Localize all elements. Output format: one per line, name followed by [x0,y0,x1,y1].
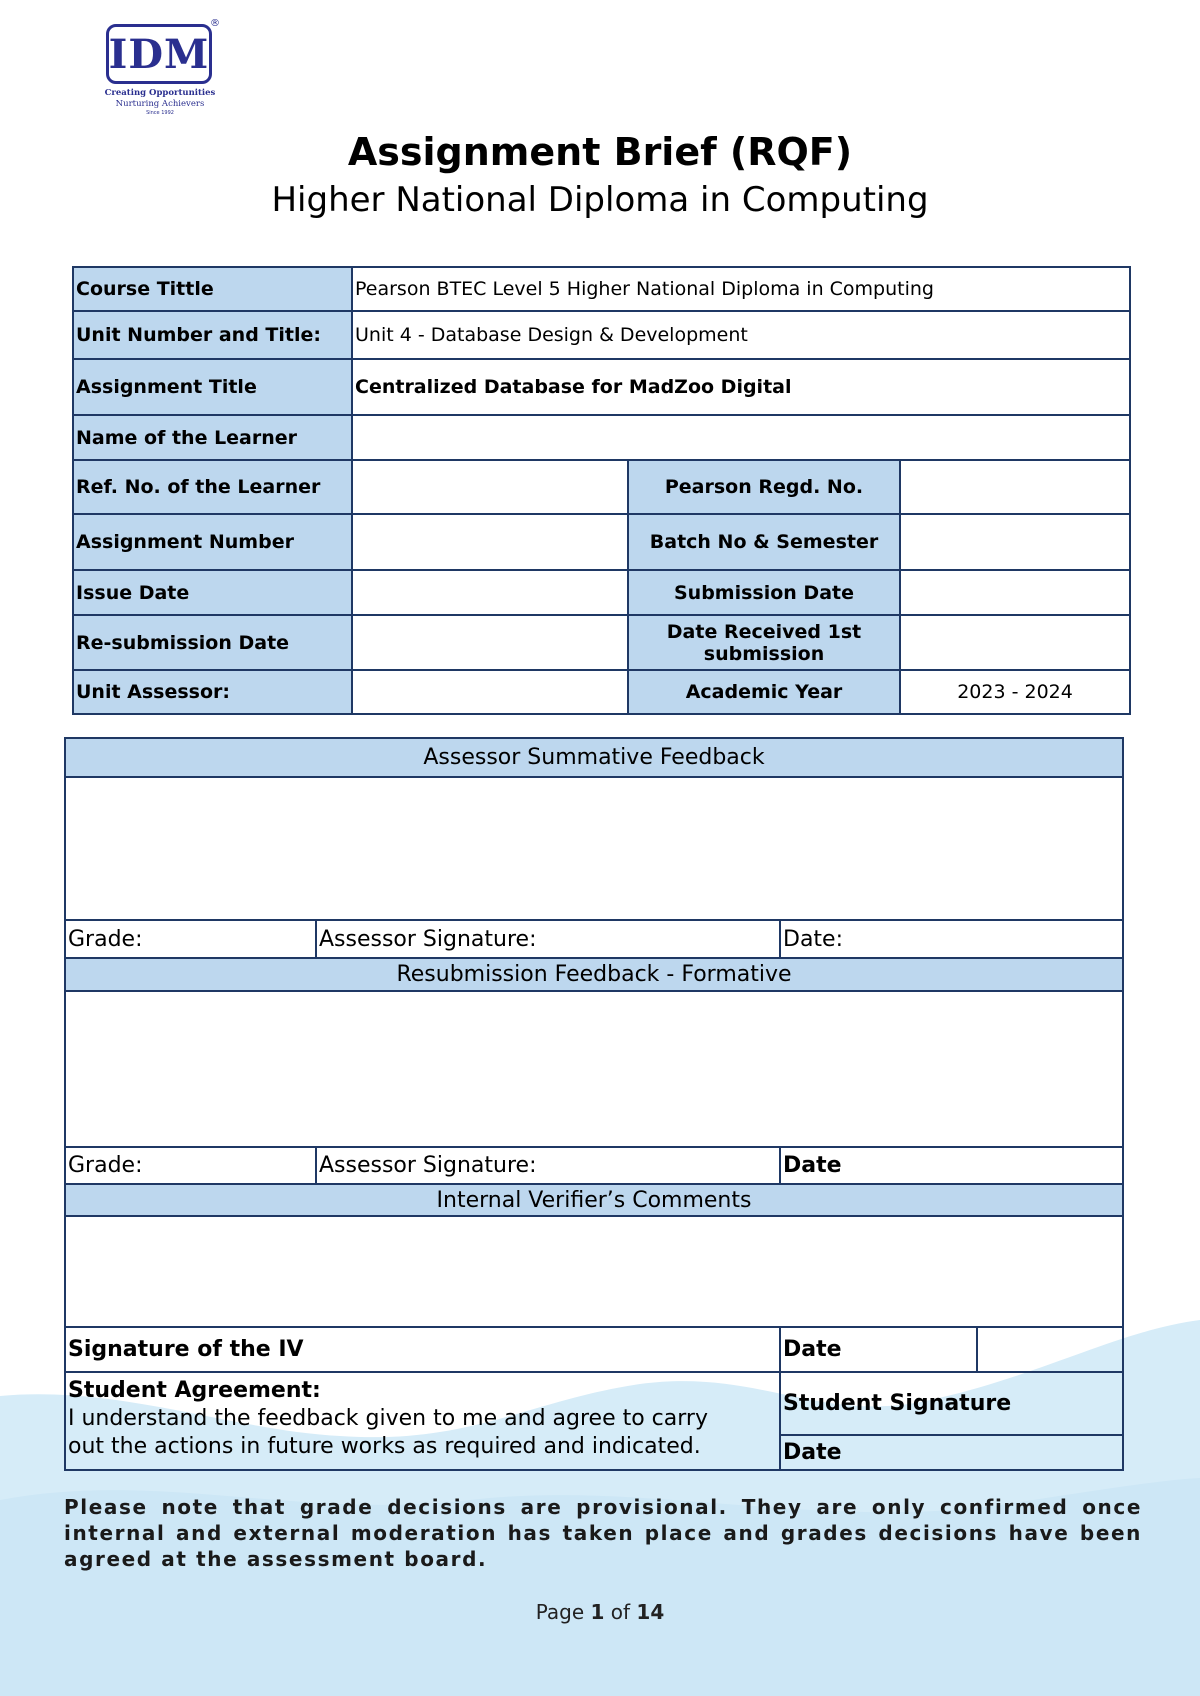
iv-date-label: Date [780,1327,977,1372]
batch-label: Batch No & Semester [628,514,900,570]
resubmission-feedback-header: Resubmission Feedback - Formative [65,958,1123,991]
table-row [65,1147,1123,1184]
table-row [65,1216,1123,1327]
batch-field[interactable] [900,514,1130,570]
table-row [65,1372,1123,1435]
resubmission-feedback-area[interactable] [65,991,1123,1147]
page-prefix: Page [535,1600,585,1624]
table-row [65,991,1123,1147]
learner-name-field[interactable] [352,415,1130,460]
grade-label-2: Grade: [65,1147,316,1184]
date-label-2: Date [780,1147,1123,1184]
table-row [73,460,1130,514]
resubmission-date-field[interactable] [352,615,628,670]
assessor-signature-label-2: Assessor Signature: [316,1147,780,1184]
table-row [73,570,1130,615]
provisional-grade-note: Please note that grade decisions are provisional. They are only confirmed once internal and external moderation has taken place and grades decisions have been agreed at the assessment board. [64,1495,1142,1571]
registered-mark: ® [210,18,220,29]
page-number [0,1600,1200,1624]
submission-date-label: Submission Date [628,570,900,615]
table-row [73,311,1130,359]
assignment-title-value: Centralized Database for MadZoo Digital [352,359,1130,415]
logo-tagline-2: Nurturing Achievers [115,99,205,109]
learner-name-label: Name of the Learner [73,415,352,460]
page-title: Assignment Brief (RQF) [347,130,853,174]
submission-date-field[interactable] [900,570,1130,615]
logo-tagline-1: Creating Opportunities [104,88,216,98]
ref-no-field[interactable] [352,460,628,514]
unit-assessor-field[interactable] [352,670,628,714]
page-of: of [610,1600,631,1624]
issue-date-label: Issue Date [73,570,352,615]
student-date-label: Date [780,1435,1123,1470]
issue-date-field[interactable] [352,570,628,615]
assignment-title-label: Assignment Title [73,359,352,415]
table-row [73,615,1130,670]
table-row [65,738,1123,777]
student-signature-label: Student Signature [780,1372,1123,1435]
grade-label: Grade: [65,920,316,958]
date-received-label: Date Received 1st submission [628,615,900,670]
logo-since: Since 1992 [146,110,174,116]
table-row [65,1184,1123,1216]
table-row [73,359,1130,415]
table-row [65,958,1123,991]
page-total: 14 [636,1600,665,1624]
summative-feedback-area[interactable] [65,777,1123,920]
course-title-value: Pearson BTEC Level 5 Higher National Diploma in Computing [352,267,1130,311]
table-row [65,1327,1123,1372]
unit-value: Unit 4 - Database Design & Development [352,311,1130,359]
unit-assessor-label: Unit Assessor: [73,670,352,714]
academic-year-value: 2023 - 2024 [900,670,1130,714]
academic-year-label: Academic Year [628,670,900,714]
feedback-table [64,737,1124,1471]
unit-label: Unit Number and Title: [73,311,352,359]
pearson-regd-label: Pearson Regd. No. [628,460,900,514]
ref-no-label: Ref. No. of the Learner [73,460,352,514]
table-row [73,514,1130,570]
table-row [73,267,1130,311]
iv-date-field[interactable] [977,1327,1123,1372]
table-row [73,670,1130,714]
course-title-label: Course Tittle [73,267,352,311]
date-label: Date: [780,920,1123,958]
student-agreement-text: I understand the feedback given to me and agree to carry out the actions in future works as required and indicated. [68,1406,708,1459]
table-row [65,777,1123,920]
assessor-signature-label: Assessor Signature: [316,920,780,958]
date-received-field[interactable] [900,615,1130,670]
summative-feedback-header: Assessor Summative Feedback [65,738,1123,777]
table-row [65,920,1123,958]
logo-text: IDM [106,24,212,84]
student-agreement-cell [65,1372,780,1470]
table-row [73,415,1130,460]
pearson-regd-field[interactable] [900,460,1130,514]
page-current: 1 [590,1600,605,1624]
page-subtitle: Higher National Diploma in Computing [271,180,929,220]
assignment-number-field[interactable] [352,514,628,570]
idm-logo [104,18,222,118]
assignment-info-table [72,266,1131,715]
iv-signature-label: Signature of the IV [65,1327,780,1372]
iv-comments-area[interactable] [65,1216,1123,1327]
resubmission-date-label: Re-submission Date [73,615,352,670]
student-agreement-title: Student Agreement: [68,1378,321,1403]
assignment-number-label: Assignment Number [73,514,352,570]
iv-comments-header: Internal Verifier’s Comments [65,1184,1123,1216]
